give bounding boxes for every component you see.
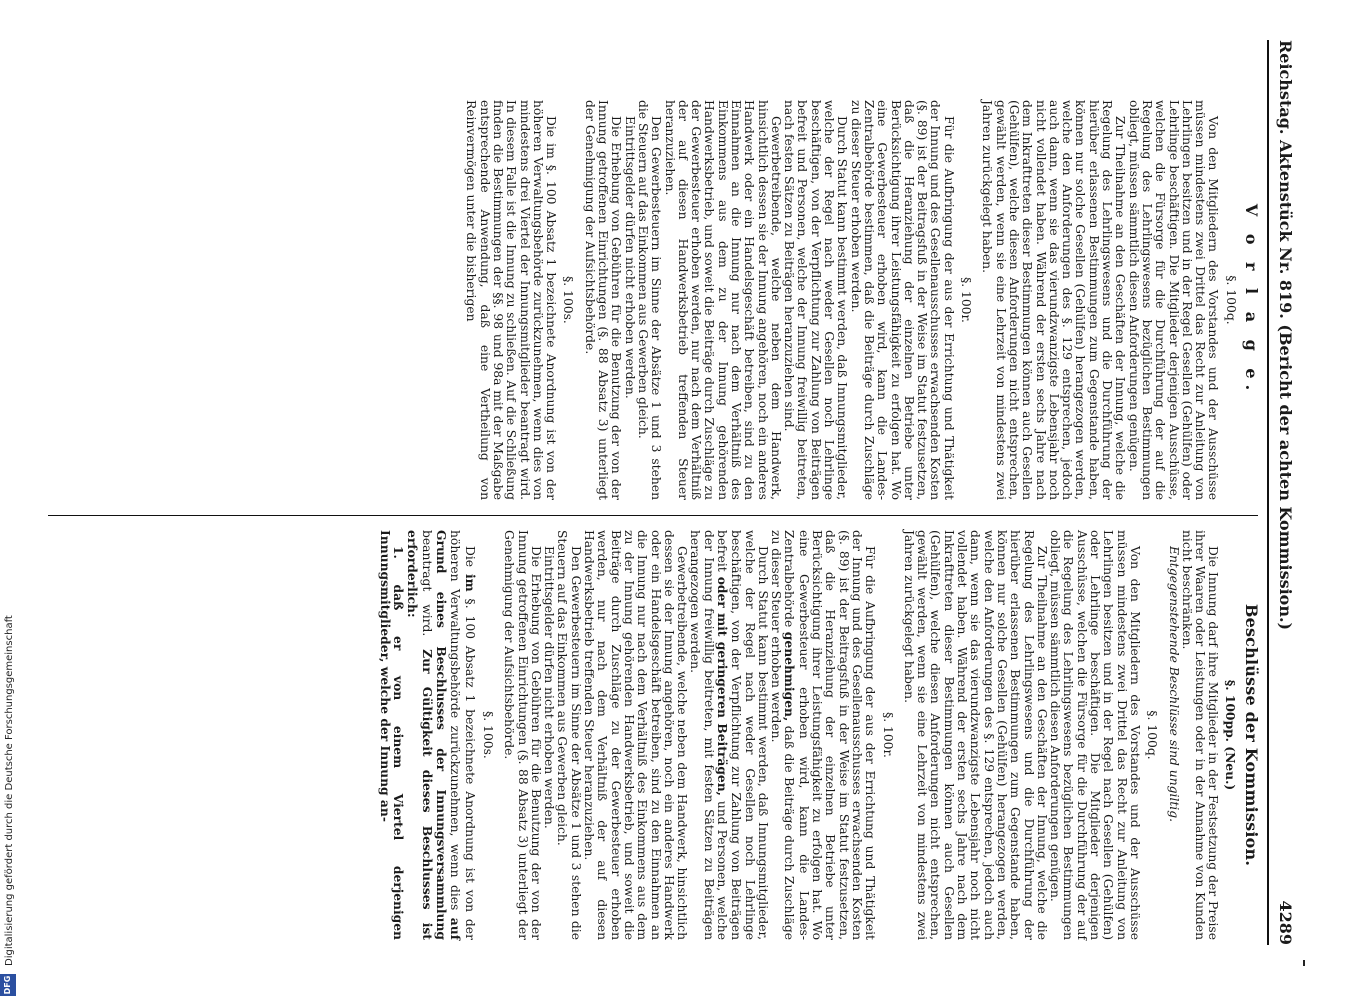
section-heading: §. 100q. [1145,710,1160,760]
paragraph: Eintrittsgelder dürfen nicht erhoben werden. [542,546,557,829]
header-rule [1267,40,1269,945]
page-number: 4289 [1276,900,1295,945]
text-run: Durch Statut kann bestimmt werden, daß Innungsmitglieder, welche der Regel nach weder Gesellen noch Lehrlinge beschäftigen, von der Verpflichtung zur Zahlung von Beiträgen befreit [715,530,770,940]
text-run: Für die Aufbringung der aus der Errichtung und Thätigkeit der Innung und des Gesellenausschusses erwachsenden Kosten (§. 89) ist der Beitragsfuß in der Weise im Statut festzusetzen, daß die Heranziehung der einzelnen Betriebe unter Berücksichtigung ihrer Leistungsfähigkeit zu erfolgen hat. Wo eine Gewerbesteuer erhoben wird, kann die Landes-Zentralbehörde [782,530,878,940]
emphasis: Zur Gültigkeit dieses Beschlusses ist erforderlich: [405,530,435,940]
paragraph: Die im §. 100 Absatz 1 bezeichnete Anordnung ist von der höheren Verwaltungsbehörde zurückzunehmen, wenn dies von mindestens drei Viertel der Innungsmitglieder beantragt wird. In diesem Falle ist die Innung zu schließen. Auf die Schließung finden die Bestimmungen der §§. 98 und 98a mit der Maßgabe entsprechende Anwendung, daß eine Vertheilung von Reinvermögen unter die bisherigen [464,100,559,500]
section-heading: §. 100r. [959,277,974,323]
paragraph: Zur Theilnahme an den Geschäften der Innung, welche die Regelung des Lehrlingswesens und die Durchführung der hierüber erlassenen Bestimmungen zum Gegenstande haben, können nur solche Gesellen (Gehülfen) herangezogen werden, welche den Anforderungen des §. 129 entsprechen, jedoch auch dann, wenn sie das vierundzwanzigste Lebensjahr noch nicht vollendet haben. Während der ersten sechs Jahre nach dem Inkrafttreten dieser Bestimmungen können auch Gesellen (Gehülfen), welche diesen Anforderungen nicht entsprechen, gewählt werden, wenn sie eine Lehrzeit von mindestens zwei Jahren zurückgelegt haben. [980,100,1128,500]
vorlage-title: V o r l a g e. [1242,203,1261,397]
section-heading: §. 100s. [480,711,495,759]
paragraph: Gewerbetreibende, welche neben dem Handwerk, hinsichtlich dessen sie der Innung angehören, noch ein anderes Handwerk oder ein Handelsgeschäft betreiben, sind zu den Einnahmen an die Innung nur nach dem Verhältniß des Einkommens aus dem zu der Innung gehörenden Handwerksbetrieb, und soweit die Beiträge durch Zuschläge zu der Gewerbesteuer erhoben werden, nur nach dem Verhältniß der auf diesen Handwerksbetrieb treffenden Steuer heranzuziehen. [662,100,783,500]
vorlage-column [48,100,1261,500]
column-divider [48,515,1258,516]
header-title: Reichstag. Aktenstück Nr. 819. (Bericht der achten Kommission.) [1276,40,1295,631]
beschluesse-title: Beschlüsse der Kommission. [1242,603,1261,867]
digitization-footer [0,0,30,1000]
paragraph [769,530,876,940]
paragraph: Von den Mitgliedern des Vorstandes und der Ausschüsse müssen mindestens zwei Drittel das Recht zur Anleitung von Lehrlingen besitzen und in der Regel Gesellen (Gehülfen) oder Lehrlinge beschäftigen. Die Mitglieder derjenigen Ausschüsse, welchen die Fürsorge für die Durchführung der auf die Regelung des Lehrlingswesens bezüglichen Bestimmungen obliegt, müssen sämmtlich diesen Anforderungen genügen. [1126,100,1221,500]
paragraph [405,530,476,940]
paragraph [688,530,769,940]
emphasis: oder mit geringeren Beiträgen, [715,576,731,796]
paragraph: Den Gewerbesteuern im Sinne der Absätze 1 und 3 stehen die Steuern auf das Einkommen aus Gewerben gleich. [555,530,583,940]
text-run: beantragt wird. [419,530,434,637]
paragraph: Für die Aufbringung der aus der Errichtung und Thätigkeit der Innung und des Gesellenausschusses erwachsenden Kosten (§. 89) ist der Beitragsfuß in der Weise im Statut festzusetzen, daß die Heranziehung der einzelnen Betriebe unter Berücksichtigung ihrer Leistungsfähigkeit zu erfolgen hat. Wo eine Gewerbesteuer erhoben wird, kann die Landes-Zentralbehörde bestimmen, daß die Beiträge durch Zuschläge zu dieser Steuer erhoben werden. [848,100,956,500]
dfg-logo: DFG [0,974,16,996]
section-heading: §. 100pp. (Neu.) [1222,679,1238,791]
section-heading: §. 100r. [880,712,895,758]
paragraph: Die Innung darf ihre Mitglieder in der Festsetzung der Preise ihrer Waaren oder Leistungen oder in der Annahme von Kunden nicht beschränken. [1179,530,1221,940]
text-run: und Personen, welche der Innung freiwillig beitreten, mit festen Sätzen zu Beiträgen herangezogen werden. [688,530,730,940]
scan-mark [1303,960,1305,966]
paragraph: Entgegenstehende Beschlüsse sind ungiltig. [1166,546,1181,823]
text-run: daß die Beiträge durch Zuschläge zu dieser Steuer erhoben werden. [769,530,797,940]
paragraph: 1. daß er von einem Viertel derjenigen Innungsmitglieder, welche der Innung an- [377,530,407,940]
emphasis: auf Grund eines Beschlusses der Innungsversammlung [434,530,464,940]
emphasis: im [462,573,478,592]
paragraph: Gewerbetreibende, welche neben dem Handwerk, hinsichtlich dessen sie der Innung angehören, noch ein anderes Handwerk oder ein Handelsgeschäft betreiben, sind zu den Einnahmen an die Innung nur nach dem Verhältniß des Einkommens aus dem zu der Innung gehörenden Handwerksbetrieb, und soweit die Beiträge durch Zuschläge zu der Gewerbesteuer erhoben werden, nur nach dem Verhältniß der auf diesen Handwerksbetrieb treffenden Steuer heranzuziehen. [582,530,690,940]
page-header [1276,40,1295,945]
paragraph: Eintrittsgelder dürfen nicht erhoben werden. [622,116,637,399]
text-run: Die [462,546,477,568]
paragraph: Durch Statut kann bestimmt werden, daß Innungsmitglieder, welche der Regel nach weder Gesellen noch Lehrlinge beschäftigen, von der Verpflichtung zur Zahlung von Beiträgen befreit und Personen, welche der Innung freiwillig beitreten, nach festen Sätzen zu Beiträgen heranzuziehen sind. [782,100,850,500]
section-heading: §. 100s. [561,276,576,324]
section-heading: §. 100q. [1223,275,1238,325]
paragraph: Zur Theilnahme an den Geschäften der Innung, welche die Regelung des Lehrlingswesens und die Durchführung der hierüber erlassenen Bestimmungen zum Gegenstande haben, können nur solche Gesellen (Gehülfen) herangezogen werden, welche den Anforderungen des §. 129 entsprechen, jedoch auch dann, wenn sie das vierundzwanzigste Lebensjahr noch nicht vollendet haben. Während der ersten sechs Jahre nach dem Inkrafttreten dieser Bestimmungen können auch Gesellen (Gehülfen), welche diesen Anforderungen nicht entsprechen, gewählt werden, wenn sie eine Lehrzeit von mindestens zwei Jahren zurückgelegt haben. [901,530,1049,940]
paragraph: Von den Mitgliedern des Vorstandes und der Ausschüsse müssen mindestens zwei Drittel das Recht zur Anleitung von Lehrlingen besitzen und in der Regel nach Gesellen (Gehülfen) oder Lehrlinge beschäftigen. Die Mitglieder derjenigen Ausschüsse, welchen die Fürsorge für die Durchführung der auf die Regelung des Lehrlingswesens bezüglichen Bestimmungen obliegt, müssen sämmtlich diesen Anforderungen genügen. [1048,530,1142,940]
emphasis: genehmigen, [782,631,798,722]
paragraph: Den Gewerbesteuern im Sinne der Absätze 1 und 3 stehen die Steuern auf das Einkommen aus Gewerben gleich. [635,100,664,500]
beschluesse-column [48,530,1261,940]
paragraph: Die Erhebung von Gebühren für die Benutzung der von der Innung getroffenen Einrichtungen (§. 88 Absatz 3) unterliegt der Genehmigung der Aufsichtsbehörde. [582,100,624,500]
footer-text: Digitalisierung gefördert durch die Deutsche Forschungsgemeinschaft [4,615,15,966]
paragraph: Die Erhebung von Gebühren für die Benutzung der von der Innung getroffenen Einrichtungen (§. 88 Absatz 3) unterliegt der Genehmigung der Aufsichtsbehörde. [502,530,543,940]
text-run: §. 100 Absatz 1 bezeichnete Anordnung ist von der höheren Verwaltungsbehörde zurückzunehmen, wenn dies [448,530,477,940]
